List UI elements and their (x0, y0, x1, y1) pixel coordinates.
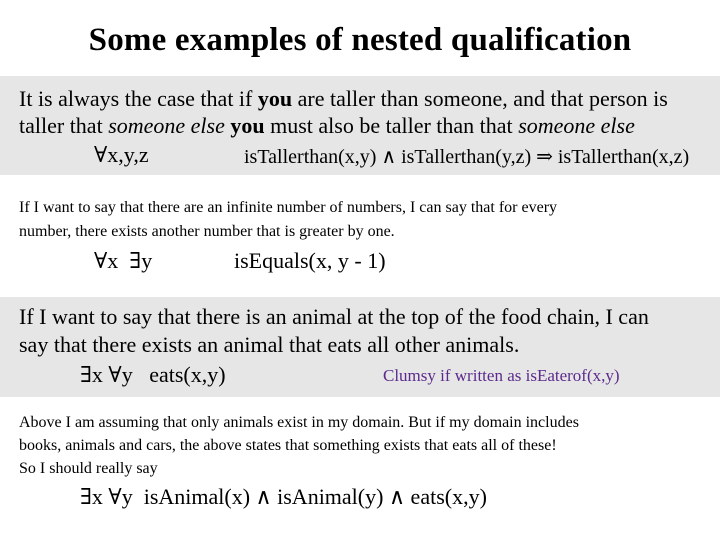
example-1-line-2-italic-1: someone else (108, 113, 225, 138)
example-2-quantifier: ∀x ∃y (94, 248, 153, 273)
example-1-line-1-post: are taller than someone, and that person is (292, 86, 668, 111)
example-1-line-2-pre: taller that (19, 113, 109, 138)
example-1-line-2-italic-2: someone else (518, 113, 635, 138)
example-2-line-2: number, there exists another number that is greater by one. (19, 223, 395, 240)
example-4-line-2: books, animals and cars, the above states that something exists that eats all of these! (19, 437, 557, 454)
example-4-formula: ∃x ∀y isAnimal(x) ∧ isAnimal(y) ∧ eats(x,y) (80, 484, 487, 509)
example-4-line-3: So I should really say (19, 460, 158, 477)
slide-title: Some examples of nested qualification (88, 22, 632, 58)
example-1-line-2-bold: you (230, 113, 265, 138)
example-1-line-1-pre: It is always the case that if (19, 86, 258, 111)
example-3-formula: ∃x ∀y eats(x,y) (80, 362, 226, 387)
example-2-line-1: If I want to say that there are an infinite number of numbers, I can say that for every (19, 199, 558, 216)
example-3-line-2: say that there exists an animal that eats all other animals. (19, 332, 520, 357)
example-1-quantifier: ∀x,y,z (94, 142, 149, 167)
example-1-line-1-bold: you (257, 86, 293, 111)
example-3-note: Clumsy if written as isEaterof(x,y) (383, 366, 620, 385)
example-2-formula: isEquals(x, y - 1) (234, 248, 386, 273)
example-3-line-1: If I want to say that there is an animal at the top of the food chain, I can (19, 304, 649, 329)
example-4-line-1: Above I am assuming that only animals exist in my domain. But if my domain includes (19, 414, 579, 431)
example-1-line-2 (19, 113, 635, 139)
example-1-formula: isTallerthan(x,y) ∧ isTallerthan(y,z) ⇒ isTallerthan(x,z) (244, 146, 690, 168)
example-1-line-2-post: must also be taller than that (264, 113, 519, 138)
example-1-line-1 (19, 86, 668, 112)
